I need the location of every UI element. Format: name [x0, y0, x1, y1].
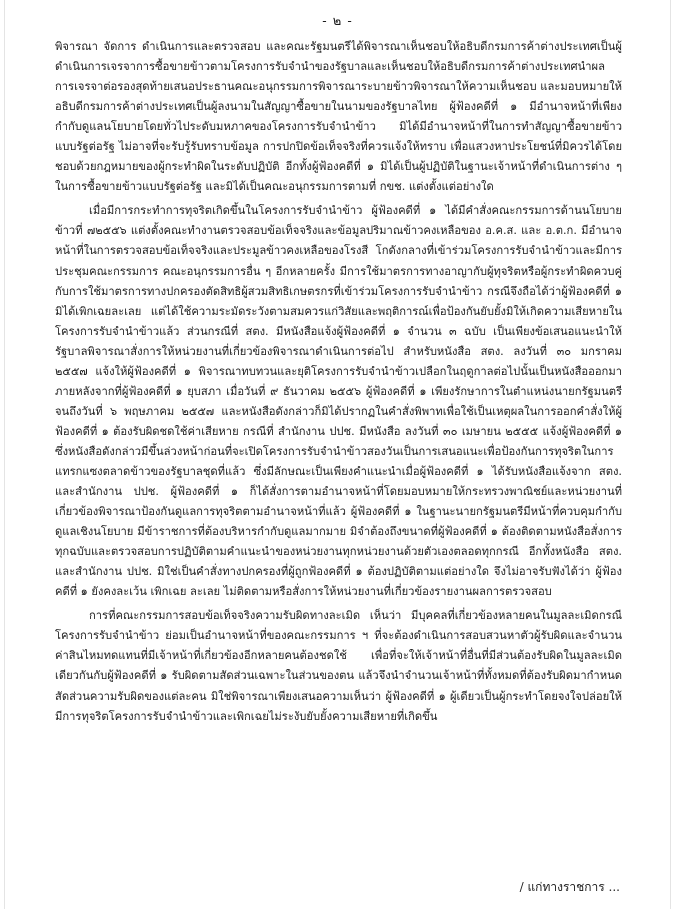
page-number: - ๒ -	[322, 14, 353, 29]
paragraph-3: การที่คณะกรรมการสอบข้อเท็จจริงความรับผิดทางละเมิด เห็นว่า มีบุคคลที่เกี่ยวข้องหลายคนในมูลละเมิดกรณีโครงการรับจำนำข้าว ย่อมเป็นอำนาจหน้าที่ของคณะกรรมการ ฯ ที่จะต้องดำเนินการสอบสวนหาตัวผู้รับผิดและจำนวนค่าสินไหมทดแทนที่มีเจ้าหน้าที่เกี่ยวข้องอีกหลายคนต้องชดใช้ เพื่อที่จะให้เจ้าหน้าที่อื่นที่มีส่วนต้องรับผิดในมูลละเมิดเดียวกันกับผู้ฟ้องคดีที่ ๑ รับผิดตามสัดส่วนเฉพาะในส่วนของตน แล้วจึงนำจำนวนเจ้าหน้าที่ทั้งหมดที่ต้องรับผิดมากำหนดสัดส่วนความรับผิดของแต่ละคน มิใช่พิจารณาเพียงเสนอความเห็นว่า ผู้ฟ้องคดีที่ ๑ ผู้เดียวเป็นผู้กระทำโดยจงใจปล่อยให้มีการทุจริตโครงการรับจำนำข้าวและเพิกเฉยไม่ระงับยับยั้งความเสียหายที่เกิดขึ้น	[55, 609, 622, 723]
paragraph-1: พิจารณา จัดการ ดำเนินการและตรวจสอบ และคณะรัฐมนตรีได้พิจารณาเห็นชอบให้อธิบดีกรมการค้าต่างประเทศเป็นผู้ดำเนินการเจรจาการซื้อขายข้าวตามโครงการรับจำนำของรัฐบาลและเห็นชอบให้อธิบดีกรมการค้าต่างประเทศนำผลการเจรจาต่อรองสุดท้ายเสนอประธานคณะอนุกรรมการพิจารณาระบายข้าวพิจารณาให้ความเห็นชอบ และมอบหมายให้อธิบดีกรมการค้าต่างประเทศเป็นผู้ลงนามในสัญญาซื้อขายในนามของรัฐบาลไทย ผู้ฟ้องคดีที่ ๑ มีอำนาจหน้าที่เพียงกำกับดูแลนโยบายโดยทั่วไประดับมหภาคของโครงการรับจำนำข้าว มิได้มีอำนาจหน้าที่ในการทำสัญญาซื้อขายข้าวแบบรัฐต่อรัฐ ไม่อาจที่จะรับรู้รับทราบข้อมูล การปกปิดข้อเท็จจริงที่ควรแจ้งให้ทราบ เพื่อแสวงหาประโยชน์ที่มิควรได้โดยชอบด้วยกฎหมายของผู้กระทำผิดในระดับปฏิบัติ อีกทั้งผู้ฟ้องคดีที่ ๑ มิได้เป็นผู้ปฏิบัติในฐานะเจ้าหน้าที่ดำเนินการต่าง ๆ ในการซื้อขายข้าวแบบรัฐต่อรัฐ และมิได้เป็นคณะอนุกรรมการตามที่ กขช. แต่งตั้งแต่อย่างใด	[55, 40, 622, 194]
page-edge-right	[670, 0, 671, 909]
paragraph-2: เมื่อมีการกระทำการทุจริตเกิดขึ้นในโครงการรับจำนำข้าว ผู้ฟ้องคดีที่ ๑ ได้มีคำสั่งคณะกรรมการด้านนโยบายข้าวที่ ๗๒๕๕๖ แต่งตั้งคณะทำงานตรวจสอบข้อเท็จจริงและข้อมูลปริมาณข้าวคงเหลือของ อ.ค.ส. และ อ.ต.ก. มีอำนาจหน้าที่ในการตรวจสอบข้อเท็จจริงและประมูลข้าวคงเหลือของโรงสี โกดังกลางที่เข้าร่วมโครงการรับจำนำข้าวและมีการประชุมคณะกรรมการ คณะอนุกรรมการอื่น ๆ อีกหลายครั้ง มีการใช้มาตรการทางอาญากับผู้ทุจริตหรือผู้กระทำผิดควบคู่กับการใช้มาตรการทางปกครองตัดสิทธิผู้สวมสิทธิเกษตรกรที่เข้าร่วมโครงการรับจำนำข้าว กรณีจึงถือได้ว่าผู้ฟ้องคดีที่ ๑ มิได้เพิกเฉยละเลย แต่ได้ใช้ความระมัดระวังตามสมควรแก่วิสัยและพฤติการณ์เพื่อป้องกันยับยั้งมิให้เกิดความเสียหายในโครงการรับจำนำข้าวแล้ว ส่วนกรณีที่ สตง. มีหนังสือแจ้งผู้ฟ้องคดีที่ ๑ จำนวน ๓ ฉบับ เป็นเพียงข้อเสนอแนะนำให้รัฐบาลพิจารณาสั่งการให้หน่วยงานที่เกี่ยวข้องพิจารณาดำเนินการต่อไป สำหรับหนังสือ สตง. ลงวันที่ ๓๐ มกราคม ๒๕๕๗ แจ้งให้ผู้ฟ้องคดีที่ ๑ พิจารณาทบทวนและยุติโครงการรับจำนำข้าวเปลือกในฤดูกาลต่อไปนั้นเป็นหนังสือออกมาภายหลังจากที่ผู้ฟ้องคดีที่ ๑ ยุบสภา เมื่อวันที่ ๙ ธันวาคม ๒๕๕๖ ผู้ฟ้องคดีที่ ๑ เพียงรักษาการในตำแหน่งนายกรัฐมนตรีจนถึงวันที่ ๖ พฤษภาคม ๒๕๕๗ และหนังสือดังกล่าวก็มิได้ปรากฏในคำสั่งพิพาทเพื่อใช้เป็นเหตุผลในการออกคำสั่งให้ผู้ฟ้องคดีที่ ๑ ต้องรับผิดชดใช้ค่าเสียหาย กรณีที่ สำนักงาน ปปช. มีหนังสือ ลงวันที่ ๓๐ เมษายน ๒๕๕๕ แจ้งผู้ฟ้องคดีที่ ๑ ซึ่งหนังสือดังกล่าวมีขึ้นล่วงหน้าก่อนที่จะเปิดโครงการรับจำนำข้าวสองวันเป็นการเสนอแนะเพื่อป้องกันการทุจริตในการแทรกแซงตลาดข้าวของรัฐบาลชุดที่แล้ว ซึ่งมีลักษณะเป็นเพียงคำแนะนำเมื่อผู้ฟ้องคดีที่ ๑ ได้รับหนังสือแจ้งจาก สตง. และสำนักงาน ปปช. ผู้ฟ้องคดีที่ ๑ ก็ได้สั่งการตามอำนาจหน้าที่โดยมอบหมายให้กระทรวงพาณิชย์และหน่วยงานที่เกี่ยวข้องพิจารณาป้องกันดูแลการทุจริตตามอำนาจหน้าที่แล้ว ผู้ฟ้องคดีที่ ๑ ในฐานะนายกรัฐมนตรีมีหน้าที่ควบคุมกำกับดูแลเชิงนโยบาย มีข้าราชการที่ต้องบริหารกำกับดูแลมากมาย มิจำต้องถึงขนาดที่ผู้ฟ้องคดีที่ ๑ ต้องติดตามหนังสือสั่งการทุกฉบับและตรวจสอบการปฏิบัติตามคำแนะนำของหน่วยงานทุกหน่วยงานด้วยตัวเองตลอดทุกกรณี อีกทั้งหนังสือ สตง. และสำนักงาน ปปช. มิใช่เป็นคำสั่งทางปกครองที่ผู้ถูกฟ้องคดีที่ ๑ ต้องปฏิบัติตามแต่อย่างใด จึงไม่อาจรับฟังได้ว่า ผู้ฟ้องคดีที่ ๑ ยังคงละเว้น เพิกเฉย ละเลย ไม่ติดตามหรือสั่งการให้หน่วยงานที่เกี่ยวข้องรายงานผลการตรวจสอบ	[55, 204, 622, 599]
body-text	[55, 37, 622, 731]
continuation-marker: / แก่ทางราชการ ...	[519, 880, 620, 894]
page-edge-left	[4, 0, 5, 909]
